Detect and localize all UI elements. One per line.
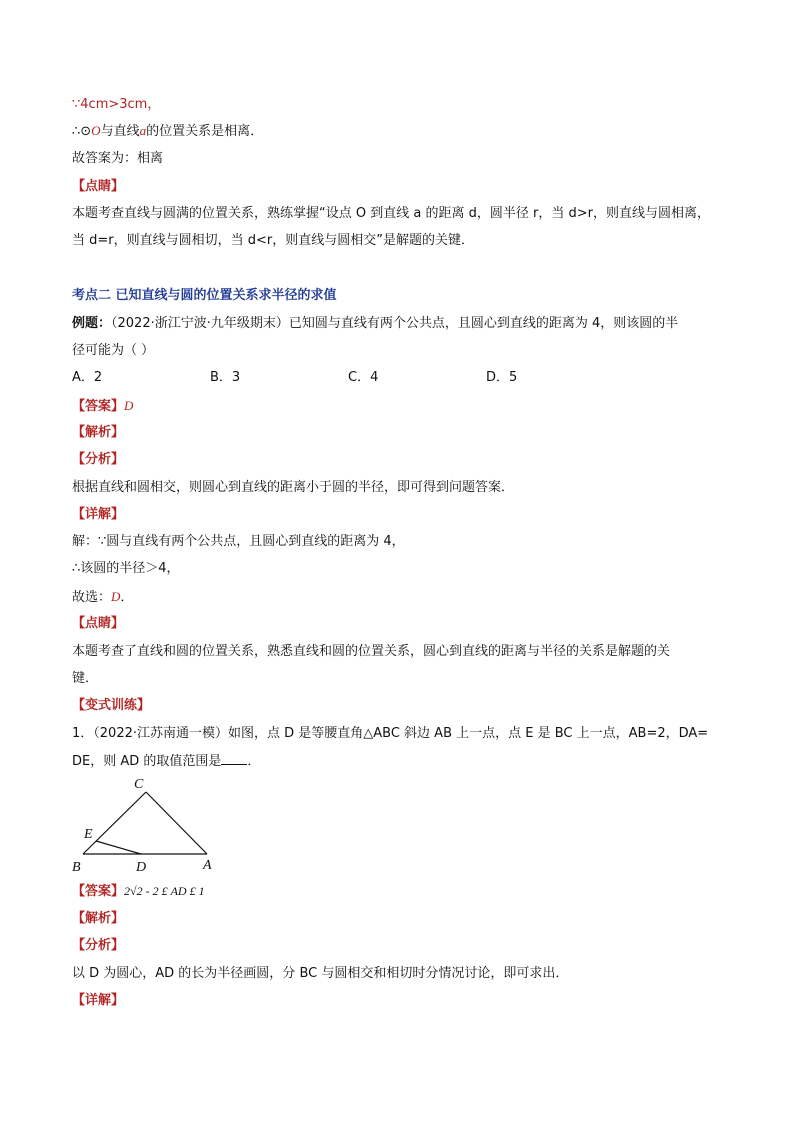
text-line: ∴⊙O与直线a的位置关系是相离． <box>72 123 264 139</box>
answer-line: 【答案】2√2 - 2 £ AD £ 1 <box>72 884 205 899</box>
segment-de <box>96 841 141 854</box>
option-c: C．4 <box>348 370 379 385</box>
text-line: ∵4cm>3cm， <box>72 97 161 112</box>
section-heading: 【详解】 <box>72 993 125 1008</box>
question-text: 1．（2022·江苏南通一模）如图，点 D 是等腰直角△ABC 斜边 AB 上一点，点 E 是 BC 上一点，AB=2，DA= <box>72 726 709 741</box>
text-line: 本题考查了直线和圆的位置关系，熟悉直线和圆的位置关系，圆心到直线的距离与半径的关系是解题的关 <box>72 644 671 659</box>
text-line: 故答案为：相离 <box>72 151 164 166</box>
question-text: DE，则 AD 的取值范围是 ． <box>72 754 261 769</box>
answer-line: 【答案】D <box>72 398 134 414</box>
options-row <box>72 369 722 387</box>
section-heading: 【解析】 <box>72 911 125 926</box>
section-heading: 【解析】 <box>72 425 125 440</box>
section-heading: 【分析】 <box>72 452 125 467</box>
question-text: 例题：（2022·浙江宁波·九年级期末）已知圆与直线有两个公共点，且圆心到直线的距离为 4，则该圆的半 <box>72 316 679 331</box>
option-d: D．5 <box>486 370 518 385</box>
text-line: 解：∵圆与直线有两个公共点，且圆心到直线的距离为 4， <box>72 534 405 549</box>
text-line: 本题考查直线与圆满的位置关系，熟练掌握“设点 O 到直线 a 的距离 d，圆半径 r，当 d>r，则直线与圆相离， <box>72 206 710 221</box>
text-line: 以 D 为圆心，AD 的长为半径画圆，分 BC 与圆相交和相切时分情况讨论，即可求出． <box>72 966 569 981</box>
label-a: A <box>203 858 212 873</box>
label-c: C <box>134 777 144 792</box>
side-bc <box>83 792 146 854</box>
answer-blank <box>221 752 247 765</box>
triangle-figure <box>66 772 236 878</box>
section-heading: 【分析】 <box>72 938 125 953</box>
section-heading: 【详解】 <box>72 507 125 522</box>
text-line: 根据直线和圆相交，则圆心到直线的距离小于圆的半径，即可得到问题答案． <box>72 480 515 495</box>
text-line: ∴该圆的半径＞4， <box>72 561 180 576</box>
side-ca <box>146 792 207 854</box>
section-heading: 【点睛】 <box>72 616 125 631</box>
question-text: 径可能为（ ） <box>72 343 155 358</box>
label-b: B <box>72 860 81 875</box>
section-title: 考点二 已知直线与圆的位置关系求半径的求值 <box>72 288 337 303</box>
section-heading: 【变式训练】 <box>72 698 151 713</box>
option-b: B．3 <box>210 370 241 385</box>
text-line: 故选：D． <box>72 589 134 605</box>
text-line: 键． <box>72 671 99 686</box>
section-heading: 【点睛】 <box>72 179 125 194</box>
label-d: D <box>136 860 147 875</box>
text-line: 当 d=r，则直线与圆相切，当 d<r，则直线与圆相交”是解题的关键． <box>72 233 474 248</box>
label-e: E <box>84 827 93 842</box>
option-a: A．2 <box>72 370 103 385</box>
